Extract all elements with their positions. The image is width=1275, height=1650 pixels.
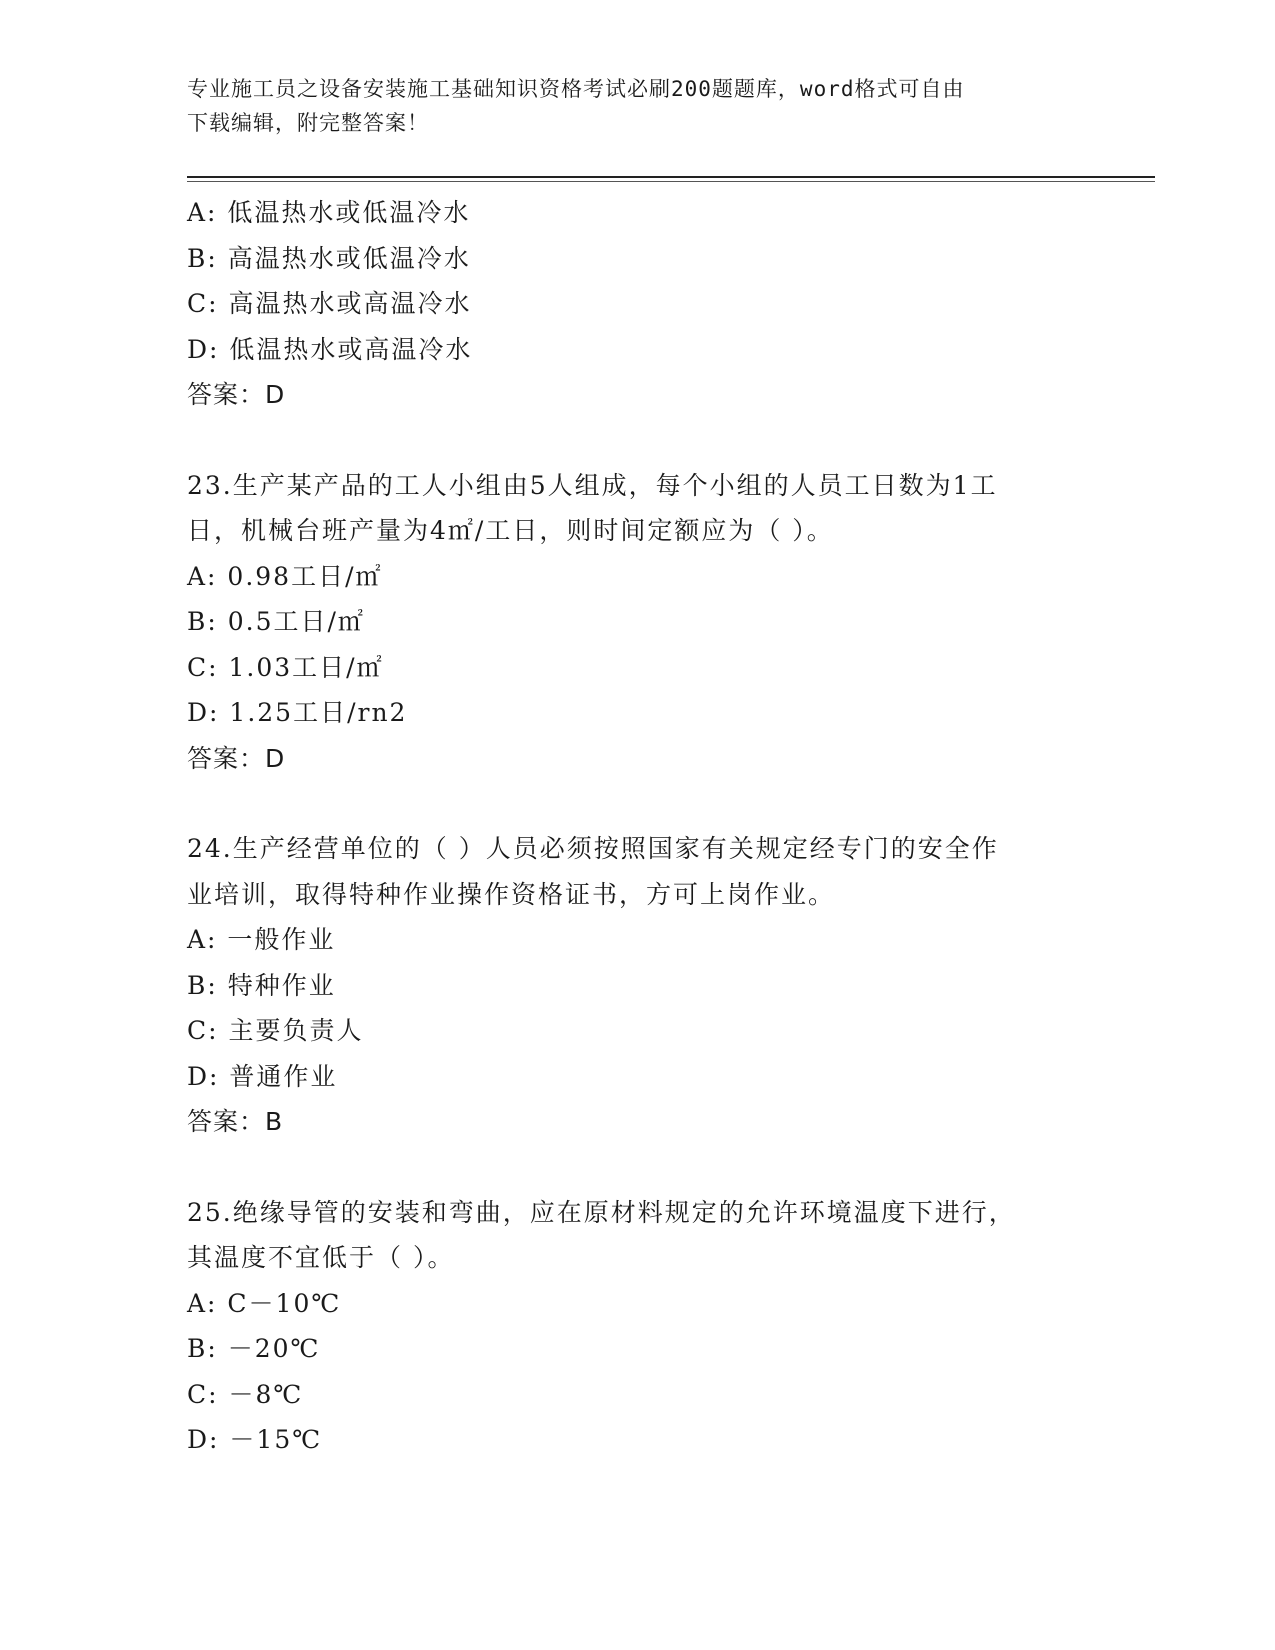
option-a: A: 0.98工日/㎡ — [187, 561, 383, 591]
option-c: C: 高温热水或高温冷水 — [187, 289, 472, 318]
question-text-line-1: 23.生产某产品的工人小组由5人组成，每个小组的人员工日数为1工 — [187, 470, 998, 500]
option-b: B: －20℃ — [187, 1334, 321, 1363]
spacer — [187, 781, 1087, 826]
document-header — [187, 72, 1087, 140]
spacer — [187, 418, 1087, 463]
option-a: A: 低温热水或低温冷水 — [187, 198, 471, 227]
question-23 — [187, 463, 1087, 782]
question-text-line-1: 24.生产经营单位的（ ）人员必须按照国家有关规定经专门的安全作 — [187, 834, 999, 863]
option-c: C: －8℃ — [187, 1379, 304, 1409]
answer-label: 答案：D — [187, 743, 286, 773]
question-24 — [187, 826, 1087, 1145]
spacer — [187, 1145, 1087, 1190]
question-25 — [187, 1190, 1087, 1463]
option-d: D: 普通作业 — [187, 1061, 338, 1091]
header-divider-thin — [187, 181, 1155, 182]
option-c: C: 主要负责人 — [187, 1016, 364, 1045]
question-list — [187, 190, 1087, 1463]
option-d: D: －15℃ — [187, 1425, 323, 1454]
header-title-line-1: 专业施工员之设备安装施工基础知识资格考试必刷200题题库，word格式可自由 — [187, 77, 965, 101]
option-b: B: 0.5工日/㎡ — [187, 607, 365, 636]
header-divider-thick — [187, 176, 1155, 178]
option-b: B: 特种作业 — [187, 970, 336, 1000]
answer-label: 答案：B — [187, 1107, 284, 1136]
question-text-line-1: 25.绝缘导管的安装和弯曲，应在原材料规定的允许环境温度下进行， — [187, 1197, 1016, 1227]
option-d: D: 低温热水或高温冷水 — [187, 334, 473, 364]
header-title-line-2: 下载编辑，附完整答案！ — [187, 111, 429, 135]
option-c: C: 1.03工日/㎡ — [187, 652, 384, 682]
question-text-line-2: 业培训，取得特种作业操作资格证书，方可上岗作业。 — [187, 879, 836, 909]
question-22 — [187, 190, 1087, 418]
option-b: B: 高温热水或低温冷水 — [187, 243, 471, 273]
option-a: A: C－10℃ — [187, 1288, 342, 1318]
question-text-line-2: 其温度不宜低于（ ）。 — [187, 1243, 455, 1272]
option-d: D: 1.25工日/rn2 — [187, 698, 408, 727]
option-a: A: 一般作业 — [187, 925, 336, 954]
answer-label: 答案：D — [187, 380, 286, 409]
question-text-line-2: 日，机械台班产量为4㎡/工日，则时间定额应为（ ）。 — [187, 516, 834, 545]
